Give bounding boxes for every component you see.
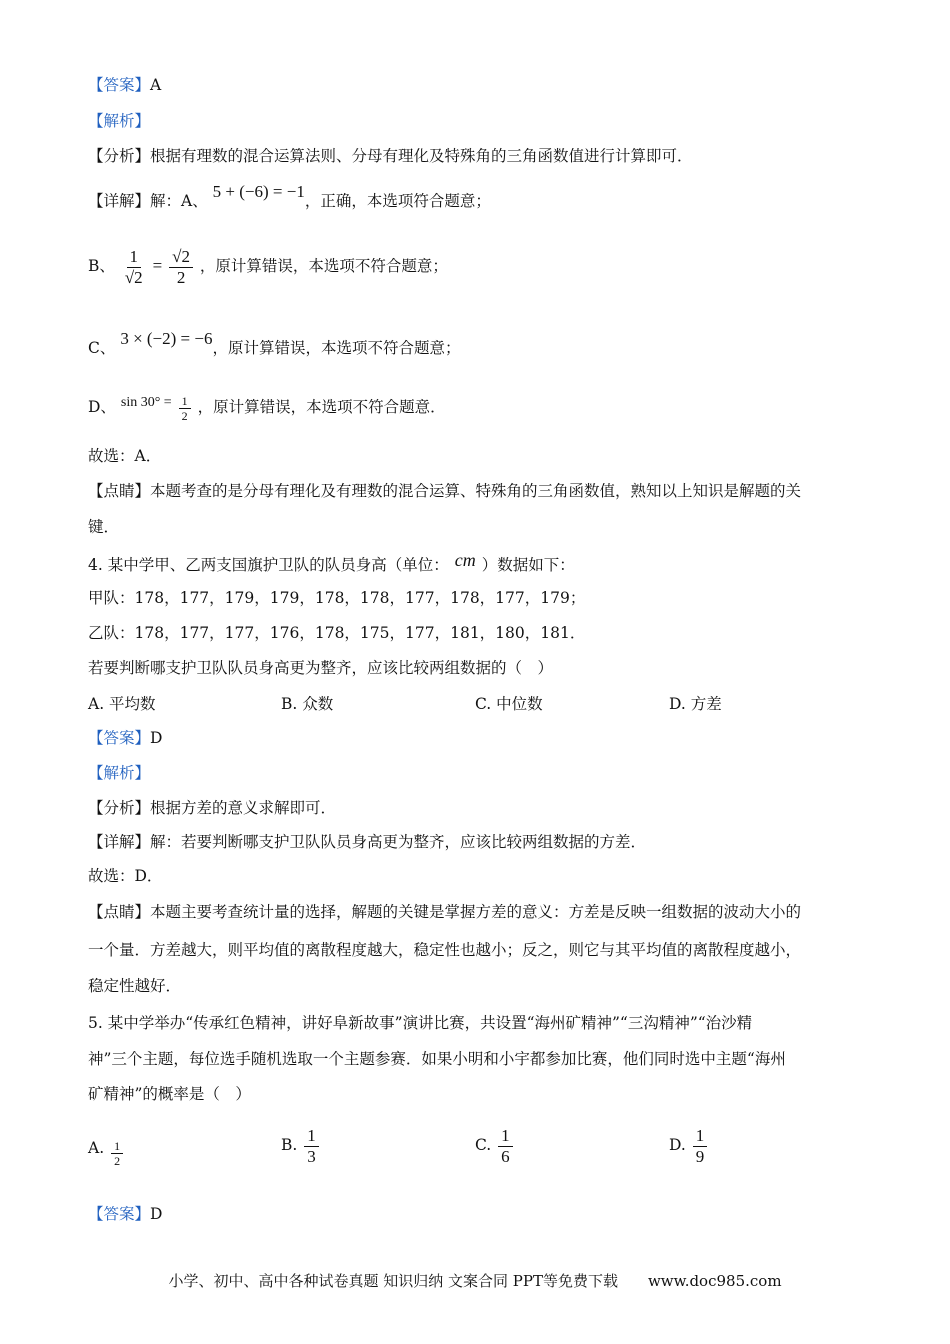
q4-stem xyxy=(88,550,575,576)
q3-answer xyxy=(88,74,161,96)
fraction-sqrt2-over-2: $\frac{√2}{2}$ xyxy=(169,247,193,288)
option-c-text: ，原计算错误，本选项不符合题意； xyxy=(212,339,461,357)
q3-fenxi xyxy=(88,145,693,167)
q5-stem-l2: 神”三个主题，每位选手随机选取一个主题参赛．如果小明和小宇都参加比赛，他们同时选中主题“海州 xyxy=(88,1050,786,1068)
dianjing-tag: 【点睛】 xyxy=(88,482,151,500)
option-d-text: ，原计算错误，本选项不符合题意． xyxy=(197,398,446,416)
fraction-1-over-2: $\frac{1}{2}$ xyxy=(111,1139,123,1168)
q5-option-a: A. $\frac{1}{2}$ xyxy=(88,1126,125,1170)
unit-cm: cm xyxy=(454,550,476,570)
q5-option-b: B. $\frac{1}{3}$ xyxy=(281,1120,321,1170)
fraction-1-over-6: $\frac{1}{6}$ xyxy=(498,1126,513,1167)
page-footer: 小学、初中、高中各种试卷真题 知识归纳 文案合同 PPT等免费下载 www.doc985.com xyxy=(168,1272,782,1290)
fenxi-text: 根据有理数的混合运算法则、分母有理化及特殊角的三角函数值进行计算即可． xyxy=(150,147,693,165)
option-a-expr: 5 + (−6) = −1 xyxy=(212,182,305,201)
q4-option-c: C. 中位数 xyxy=(475,695,543,713)
q5-option-d: D. $\frac{1}{9}$ xyxy=(669,1120,709,1170)
answer-tag: 【答案】 xyxy=(88,729,151,747)
q4-option-a: A. 平均数 xyxy=(88,695,156,713)
fraction-1-over-2: $\frac{1}{2}$ xyxy=(179,394,191,423)
q4-dianjing-l3: 稳定性越好． xyxy=(88,977,182,995)
fraction-1-over-sqrt2: $\frac{1}{√2}$ xyxy=(124,246,143,287)
option-a-prefix: 解：A、 xyxy=(150,192,208,210)
option-b-text: ，原计算错误，本选项不符合题意； xyxy=(199,257,448,275)
dianjing-text: 本题主要考查统计量的选择，解题的关键是掌握方差的意义：方差是反映一组数据的波动大小的 xyxy=(150,903,802,921)
option-c-expr: 3 × (−2) = −6 xyxy=(120,329,213,348)
q3-choose: 故选：A． xyxy=(88,447,162,465)
option-d-prefix: D、 xyxy=(88,398,116,416)
xiangjie-tag: 【详解】 xyxy=(88,833,151,851)
q4-analysis-tag: 【解析】 xyxy=(88,764,151,782)
answer-tag: 【答案】 xyxy=(88,1205,151,1223)
answer-tag: 【答案】 xyxy=(88,76,151,94)
dianjing-tag: 【点睛】 xyxy=(88,903,151,921)
answer-value: A xyxy=(150,76,162,94)
q4-option-d: D. 方差 xyxy=(669,695,722,713)
fraction-1-over-3: $\frac{1}{3}$ xyxy=(304,1126,319,1167)
q4-stem-part2: ）数据如下： xyxy=(481,556,575,574)
q3-detail-b xyxy=(88,243,448,289)
q5-answer xyxy=(88,1203,162,1225)
q4-team-a: 甲队：178，177，179，179，178，178，177，178，177，179； xyxy=(88,589,586,607)
q3-dianjing-cont: 键． xyxy=(88,518,120,536)
q3-detail-c xyxy=(88,329,461,359)
q4-xiangjie xyxy=(88,831,646,853)
answer-value: D xyxy=(150,729,163,747)
q4-stem-part1: 4. 某中学甲、乙两支国旗护卫队的队员身高（单位： xyxy=(88,556,449,574)
option-a-text: ，正确，本选项符合题意； xyxy=(304,192,491,210)
q5-option-c: C. $\frac{1}{6}$ xyxy=(475,1120,515,1170)
q4-choose: 故选：D． xyxy=(88,867,163,885)
q3-detail-d xyxy=(88,385,446,429)
q4-answer xyxy=(88,727,162,749)
q3-analysis-tag: 【解析】 xyxy=(88,112,151,130)
fenxi-text: 根据方差的意义求解即可． xyxy=(150,799,337,817)
q4-question: 若要判断哪支护卫队队员身高更为整齐，应该比较两组数据的（ ） xyxy=(88,659,554,677)
fenxi-tag: 【分析】 xyxy=(88,799,151,817)
option-b-prefix: B、 xyxy=(88,257,115,275)
q4-fenxi xyxy=(88,797,336,819)
xiangjie-tag: 【详解】 xyxy=(88,192,151,210)
q3-dianjing xyxy=(88,480,801,502)
fraction-1-over-9: $\frac{1}{9}$ xyxy=(693,1126,708,1167)
option-c-prefix: C、 xyxy=(88,339,116,357)
q4-option-b: B. 众数 xyxy=(281,695,334,713)
q4-dianjing xyxy=(88,901,801,923)
q5-stem-l3: 矿精神”的概率是（ ） xyxy=(88,1085,251,1103)
q4-team-b: 乙队：178，177，177，176，178，175，177，181，180，181． xyxy=(88,624,586,642)
q5-stem-l1: 5. 某中学举办“传承红色精神，讲好阜新故事”演讲比赛，共设置“海州矿精神”“三沟精神”“治沙精 xyxy=(88,1014,753,1032)
answer-value: D xyxy=(150,1205,163,1223)
q4-dianjing-l2: 一个量．方差越大，则平均值的离散程度越大，稳定性也越小；反之，则它与其平均值的离散程度越小， xyxy=(88,941,802,959)
dianjing-text: 本题考查的是分母有理化及有理数的混合运算、特殊角的三角函数值，熟知以上知识是解题的关 xyxy=(150,482,802,500)
equals-sign: = xyxy=(152,256,163,275)
q3-detail-a xyxy=(88,182,491,212)
xiangjie-text: 解：若要判断哪支护卫队队员身高更为整齐，应该比较两组数据的方差． xyxy=(150,833,647,851)
option-d-expr: sin 30° = xyxy=(120,395,172,410)
fenxi-tag: 【分析】 xyxy=(88,147,151,165)
